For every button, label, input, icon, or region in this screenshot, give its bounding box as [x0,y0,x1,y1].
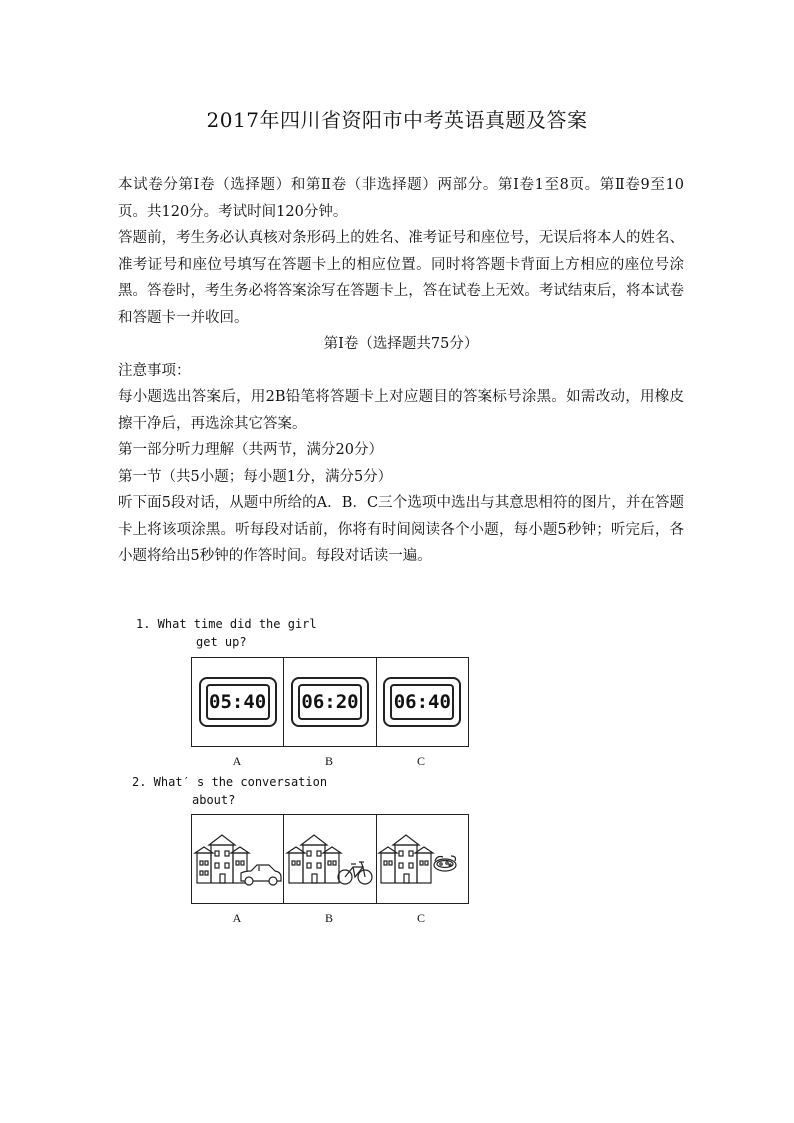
question-1-line2: get up? [196,635,247,649]
option-label-a: A [232,911,242,925]
option-b-picture [284,658,376,746]
option-label-a: A [232,754,242,768]
question-2-line1: 2. What′ s the conversation [132,775,328,789]
option-label-c: C [416,911,425,925]
house-bicycle-icon [285,831,375,887]
paragraph-structure: 本试卷分第Ⅰ卷（选择题）和第Ⅱ卷（非选择题）两部分。第Ⅰ卷1至8页。第Ⅱ卷9至10页。共120分。考试时间120分钟。 [118,177,684,220]
option-b-picture [284,815,376,903]
option-c-picture [377,815,468,903]
question-1-option-labels [191,754,467,769]
option-a-picture [192,658,284,746]
question-2 [132,773,327,809]
paragraph-notes: 每小题选出答案后，用2B铅笔将答题卡上对应题目的答案标号涂黑。如需改动，用橡皮擦干净后，再选涂其它答案。 [118,389,684,432]
option-a-picture [192,815,284,903]
option-c-picture [377,658,468,746]
digital-clock-icon [383,677,461,727]
digital-clock-icon [199,677,277,727]
clock-time: 05:40 [206,684,270,720]
paragraph-listening-directions: 听下面5段对话，从题中所给的A．B．C三个选项中选出与其意思相符的图片，并在答题卡上将该项涂黑。听每段对话前，你将有时间阅读各个小题，每小题5秒钟；听完后，各小题将给出5秒钟的作答时间。每段对话读一遍。 [118,495,684,564]
house-pizza-icon [377,831,467,887]
option-label-c: C [416,754,425,768]
instructions-body [118,172,684,570]
question-1-line1: 1. What time did the girl [136,617,317,631]
digital-clock-icon [291,677,369,727]
question-2-line2: about? [192,793,236,807]
paragraph-before-answering: 答题前，考生务必认真核对条形码上的姓名、准考证号和座位号，无误后将本人的姓名、准考证号和座位号填写在答题卡上的相应位置。同时将答题卡背面上方相应的座位号涂黑。答卷时，考生务必将答案涂写在答题卡上，答在试卷上无效。考试结束后，将本试卷和答题卡一并收回。 [118,230,684,326]
question-2-option-labels [191,911,467,926]
part-one-heading: 第一部分听力理解（共两节，满分20分） [118,442,383,458]
option-label-b: B [324,911,333,925]
clock-time: 06:20 [298,684,362,720]
question-1-options-strip [191,657,469,747]
section-one-heading: 第一节（共5小题；每小题1分，满分5分） [118,468,393,485]
question-1 [136,615,317,651]
question-2-options-strip [191,814,469,904]
house-car-icon [193,831,283,887]
option-label-b: B [324,754,333,768]
clock-time: 06:40 [390,684,454,720]
document-title: 2017年四川省资阳市中考英语真题及答案 [206,108,588,132]
notes-heading: 注意事项： [118,362,191,379]
section-heading-volume-1: 第Ⅰ卷（选择题共75分） [323,336,479,352]
